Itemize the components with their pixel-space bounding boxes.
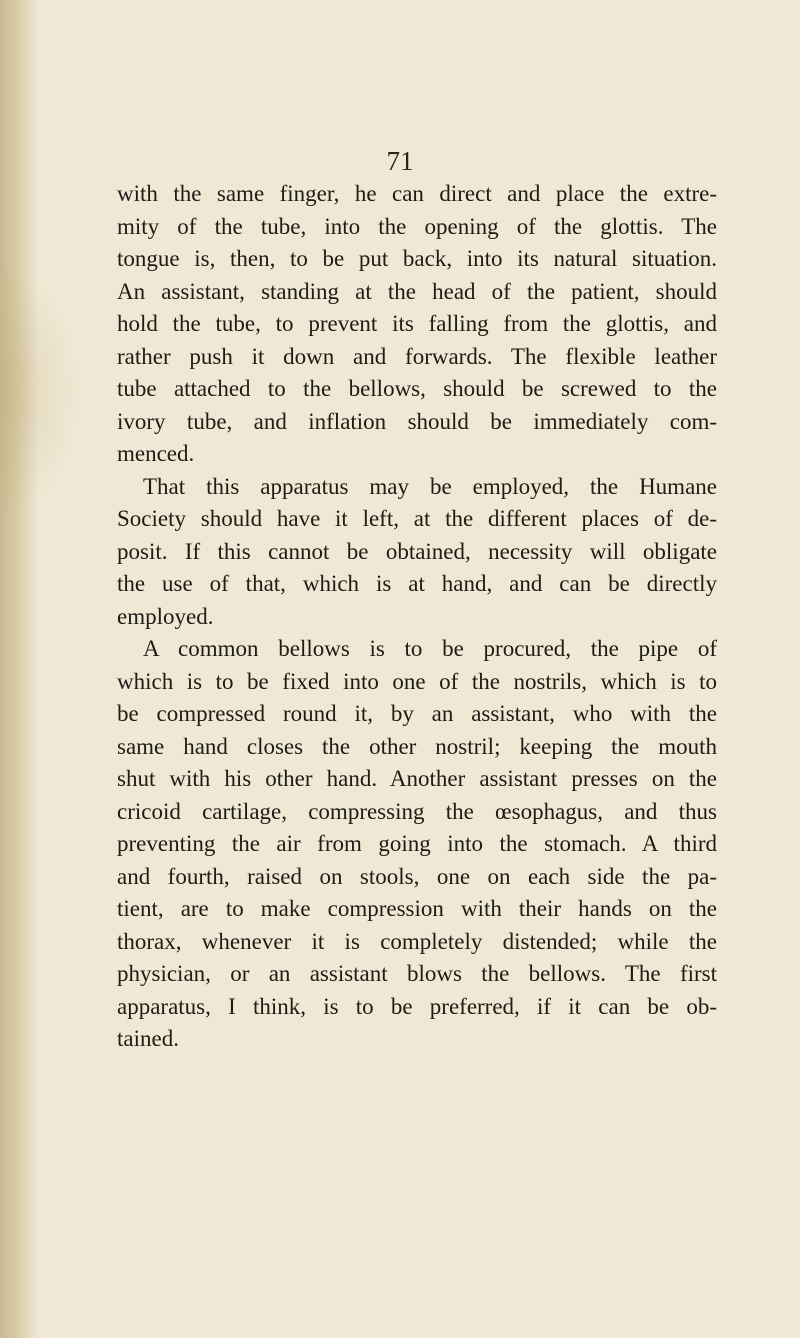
text-line: hold the tube, to prevent its falling from the glottis, and (117, 311, 717, 336)
text-line: tube attached to the bellows, should be screwed to the (117, 376, 717, 401)
text-line: employed. (117, 603, 214, 629)
text-line: be compressed round it, by an assistant, who with the (117, 701, 717, 726)
text-line: apparatus, I think, is to be preferred, if it can be ob- (117, 993, 717, 1019)
text-line: which is to be fixed into one of the nostrils, which is to (117, 668, 717, 694)
text-line: tongue is, then, to be put back, into its natural situation. (117, 246, 717, 271)
text-line: preventing the air from going into the stomach. A third (117, 831, 717, 856)
text-line: posit. If this cannot be obtained, necessity will obligate (117, 538, 717, 564)
text-line: shut with his other hand. Another assistant presses on the (117, 766, 717, 791)
text-line: with the same finger, he can direct and place the extre- (117, 181, 717, 206)
text-line: the use of that, which is at hand, and can be directly (117, 571, 717, 596)
text-line: rather push it down and forwards. The flexible leather (117, 343, 717, 369)
text-line: Society should have it left, at the different places of de- (117, 506, 717, 531)
text-line: An assistant, standing at the head of the patient, should (117, 278, 717, 304)
text-line: mity of the tube, into the opening of the glottis. The (117, 213, 717, 239)
body-text (117, 178, 717, 1056)
text-line: and fourth, raised on stools, one on each side the pa- (117, 863, 717, 889)
text-line: tient, are to make compression with their hands on the (117, 896, 717, 921)
page-gutter-shadow (0, 0, 38, 1338)
paper-stain (0, 260, 80, 520)
text-line: A common bellows is to be procured, the pipe of (143, 636, 717, 661)
text-line: cricoid cartilage, compressing the œsophagus, and thus (117, 798, 717, 824)
text-line: physician, or an assistant blows the bellows. The first (117, 961, 717, 986)
text-line: same hand closes the other nostril; keeping the mouth (117, 733, 717, 759)
text-line: menced. (117, 441, 195, 466)
text-line: tained. (117, 1026, 179, 1051)
text-line: thorax, whenever it is completely distended; while the (117, 928, 717, 954)
page-number: 71 (386, 146, 414, 176)
text-line: That this apparatus may be employed, the Humane (143, 473, 717, 499)
text-line: ivory tube, and inflation should be immediately com- (117, 408, 717, 434)
